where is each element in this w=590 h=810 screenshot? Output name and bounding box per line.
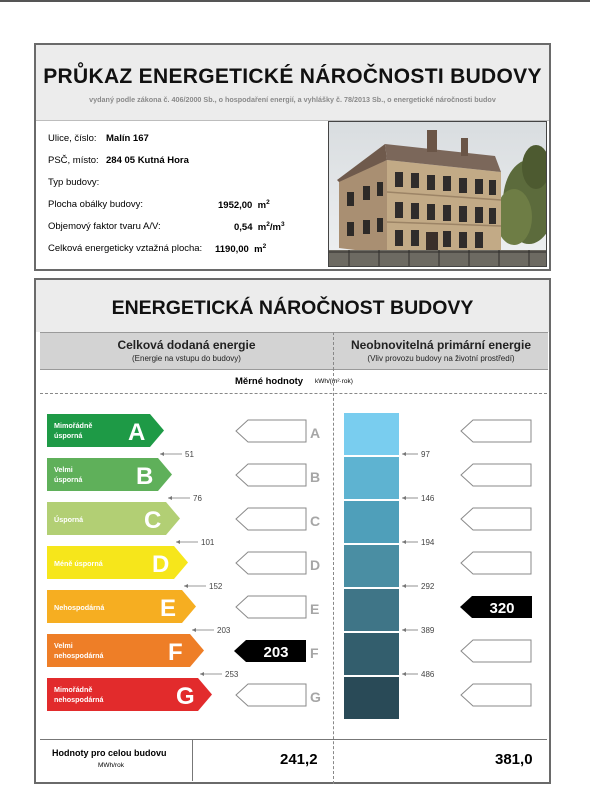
class-letter-a: A (128, 419, 146, 446)
energy-class-scale (36, 280, 549, 740)
class-label-d: Méně úsporná (54, 559, 103, 568)
delivered-letter-c: C (310, 513, 321, 529)
city-label: PSČ, místo: (48, 155, 99, 166)
primary-threshold-194: 194 (421, 538, 435, 547)
delivered-threshold-arrow-253 (200, 672, 204, 676)
primary-bar-segment-d (344, 545, 399, 587)
delivered-threshold-76: 76 (193, 494, 202, 503)
primary-threshold-arrow-292 (402, 584, 406, 588)
top-border-line (0, 0, 590, 2)
reference-area-label: Celková energeticky vztažná plocha: (48, 243, 203, 254)
envelope-row (48, 199, 333, 213)
delivered-threshold-152: 152 (209, 582, 223, 591)
delivered-threshold-arrow-76 (168, 496, 172, 500)
shape-factor-value: 0,54 $m^2/m^3$ (234, 221, 285, 234)
specific-values-unit: kWh/(m²·rok) (315, 378, 353, 385)
delivered-threshold-51: 51 (185, 450, 194, 459)
building-photo (328, 121, 547, 267)
delivered-marker-c (236, 508, 306, 530)
delivered-marker-e (236, 596, 306, 618)
class-label-a-line1: Mimořádně (54, 421, 93, 430)
shape-factor-label: Objemový faktor tvaru A/V: (48, 221, 161, 232)
primary-marker-d (461, 552, 531, 574)
class-label-b-line2: úsporná (54, 475, 83, 484)
primary-threshold-292: 292 (421, 582, 435, 591)
rating-title: ENERGETICKÁ NÁROČNOST BUDOVY (111, 297, 474, 319)
delivered-marker-d (236, 552, 306, 574)
delivered-energy-subtitle: (Energie na vstupu do budovy) (132, 354, 241, 363)
reference-area-row (48, 243, 333, 257)
shape-factor-row (48, 221, 333, 235)
delivered-value: 203 (263, 644, 289, 661)
delivered-threshold-arrow-101 (176, 540, 180, 544)
certificate-title: PRŮKAZ ENERGETICKÉ NÁROČNOSTI BUDOVY (43, 65, 542, 88)
class-label-f-line2: nehospodárná (54, 651, 104, 660)
class-letter-g: G (176, 683, 195, 710)
primary-energy-title: Neobnovitelná primární energie (350, 338, 532, 352)
delivered-letter-f: F (310, 645, 319, 661)
delivered-marker-b (236, 464, 306, 486)
certificate-subtitle: vydaný podle zákona č. 406/2000 Sb., o hospodaření energií, a vyhlášky č. 78/2013 Sb., o energetické náročnosti budov (89, 95, 496, 104)
primary-bar-segment-f (344, 633, 399, 675)
class-label-g-line1: Mimořádně (54, 685, 93, 694)
delivered-letter-b: B (310, 469, 321, 485)
building-info-panel (34, 43, 551, 271)
primary-bar-segment-g (344, 677, 399, 719)
primary-marker-g (461, 684, 531, 706)
delivered-energy-title: Celková dodaná energie (117, 338, 256, 352)
primary-threshold-146: 146 (421, 494, 435, 503)
delivered-threshold-253: 253 (225, 670, 239, 679)
class-letter-f: F (168, 639, 183, 666)
delivered-letter-d: D (310, 557, 321, 573)
envelope-label: Plocha obálky budovy: (48, 199, 144, 210)
primary-marker-f (461, 640, 531, 662)
class-label-c: Úsporná (54, 515, 84, 524)
type-row (48, 177, 333, 191)
primary-marker-c (461, 508, 531, 530)
primary-marker-a (461, 420, 531, 442)
primary-threshold-arrow-146 (402, 496, 406, 500)
whole-building-label: Hodnoty pro celou budovu (52, 748, 167, 758)
reference-area-value: 1190,00 $m^2$ (215, 243, 267, 256)
whole-building-values-row (40, 739, 547, 781)
primary-threshold-arrow-389 (402, 628, 406, 632)
street-row (48, 133, 333, 147)
street-value: Malín 167 (106, 133, 149, 144)
primary-marker-b (461, 464, 531, 486)
city-row (48, 155, 333, 169)
delivered-threshold-101: 101 (201, 538, 215, 547)
delivered-marker-g (236, 684, 306, 706)
whole-building-primary-value: 381,0 (495, 751, 533, 768)
primary-threshold-97: 97 (421, 450, 430, 459)
certificate-header (36, 45, 549, 121)
street-label: Ulice, číslo: (48, 133, 97, 144)
primary-threshold-arrow-97 (402, 452, 406, 456)
class-label-b-line1: Velmi (54, 465, 73, 474)
delivered-marker-a (236, 420, 306, 442)
primary-bar-segment-a (344, 413, 399, 455)
delivered-threshold-arrow-51 (160, 452, 164, 456)
class-label-a-line2: úsporná (54, 431, 83, 440)
delivered-letter-e: E (310, 601, 320, 617)
class-label-e: Nehospodárná (54, 603, 105, 612)
primary-bar-segment-c (344, 501, 399, 543)
class-letter-b: B (136, 463, 154, 490)
delivered-threshold-arrow-203 (192, 628, 196, 632)
primary-value: 320 (489, 600, 515, 617)
class-label-g-line2: nehospodárná (54, 695, 104, 704)
energy-rating-panel (34, 278, 551, 784)
class-letter-c: C (144, 507, 162, 534)
delivered-letter-a: A (310, 425, 321, 441)
delivered-threshold-203: 203 (217, 626, 231, 635)
delivered-letter-g: G (310, 689, 321, 705)
primary-threshold-arrow-486 (402, 672, 406, 676)
city-value: 284 05 Kutná Hora (106, 155, 189, 166)
class-letter-e: E (160, 595, 177, 622)
primary-bar-segment-e (344, 589, 399, 631)
primary-threshold-486: 486 (421, 670, 435, 679)
type-label: Typ budovy: (48, 177, 100, 188)
specific-values-label: Měrné hodnoty (235, 376, 304, 387)
envelope-value: 1952,00 $m^2$ (218, 199, 270, 212)
primary-energy-subtitle: (Vliv provozu budovy na životní prostředí) (367, 354, 515, 363)
primary-threshold-arrow-194 (402, 540, 406, 544)
class-label-f-line1: Velmi (54, 641, 73, 650)
whole-building-unit: MWh/rok (98, 762, 124, 769)
primary-bar-segment-b (344, 457, 399, 499)
delivered-threshold-arrow-152 (184, 584, 188, 588)
primary-threshold-389: 389 (421, 626, 435, 635)
class-letter-d: D (152, 551, 170, 578)
whole-building-delivered-value: 241,2 (280, 751, 318, 768)
footer-separator (192, 740, 193, 781)
